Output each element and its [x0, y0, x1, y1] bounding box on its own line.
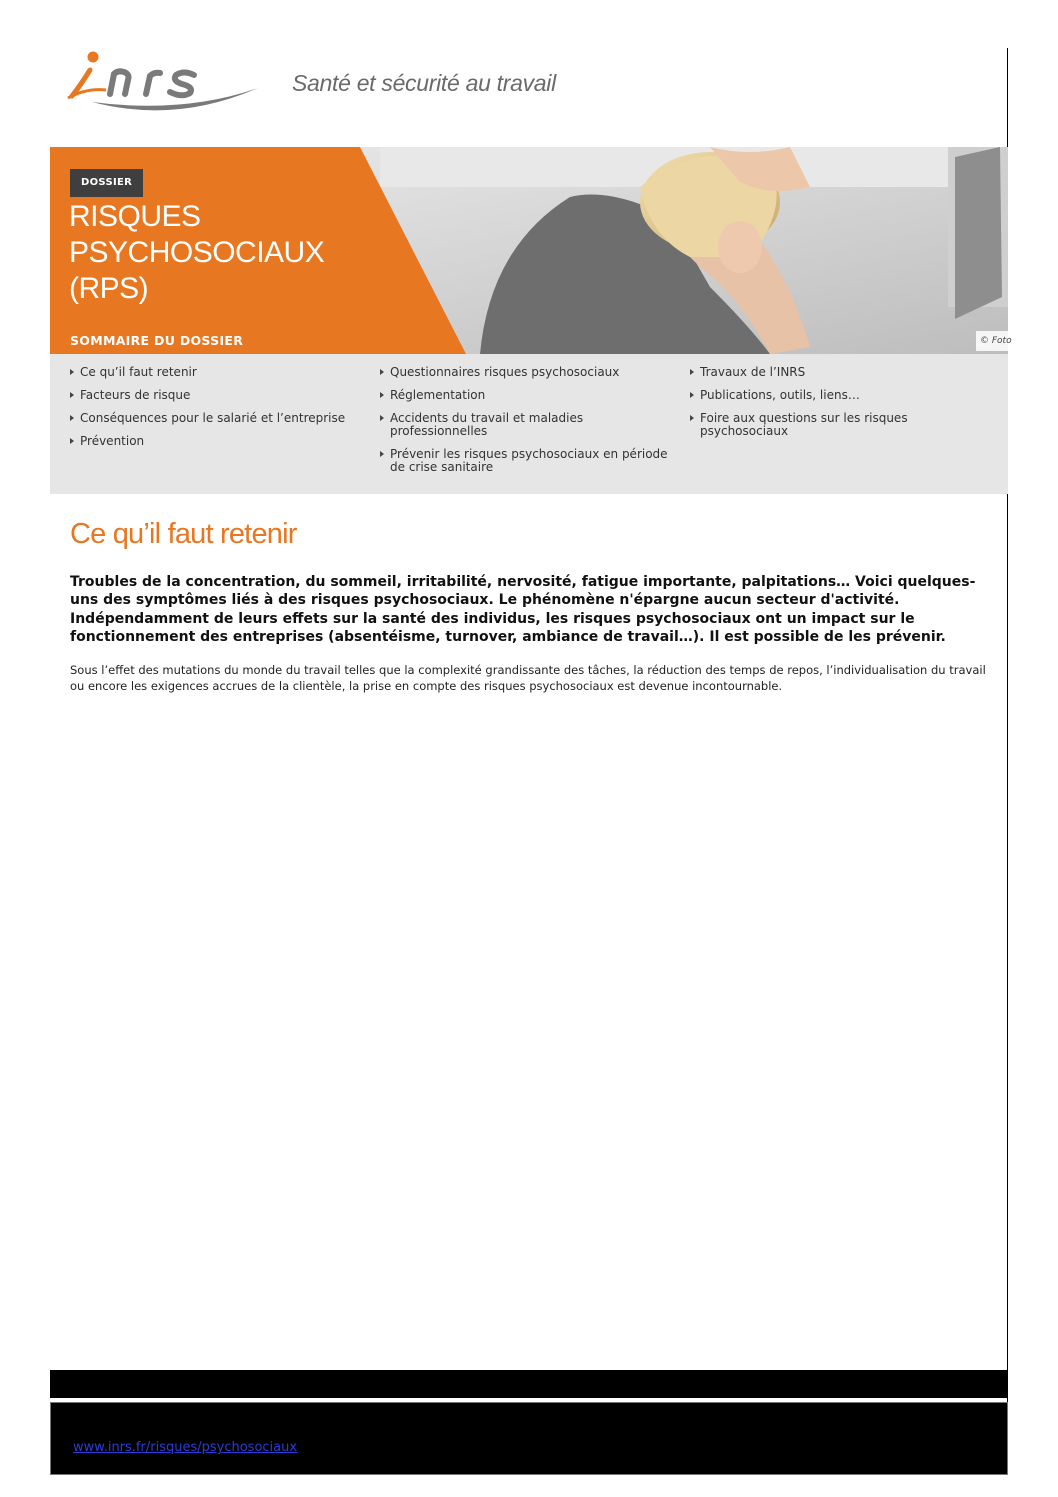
nav-item[interactable] [380, 366, 670, 379]
nav-item[interactable] [70, 412, 360, 425]
caret-right-icon [690, 415, 694, 421]
nav-item[interactable] [70, 435, 360, 448]
caret-right-icon [70, 392, 74, 398]
nav-item-label: Questionnaires risques psychosociaux [390, 365, 620, 379]
caret-right-icon [380, 451, 384, 457]
nav-item-label: Prévention [80, 434, 145, 448]
nav-item-label: Conséquences pour le salarié et l’entreprise [80, 411, 346, 425]
sommaire-nav [50, 354, 1008, 494]
caret-right-icon [70, 415, 74, 421]
nav-item-label: Prévenir les risques psychosociaux en période de crise sanitaire [390, 447, 668, 474]
dossier-badge: DOSSIER [70, 169, 143, 197]
nav-item-label: Ce qu’il faut retenir [80, 365, 197, 379]
inrs-logo[interactable] [66, 48, 262, 118]
site-tagline: Santé et sécurité au travail [292, 70, 556, 96]
photo-credit: © Foto [976, 331, 1020, 351]
caret-right-icon [70, 369, 74, 375]
nav-item-label: Accidents du travail et maladies professionnelles [390, 411, 584, 438]
nav-column-3 [690, 366, 930, 448]
caret-right-icon [380, 392, 384, 398]
dossier-title: RISQUES PSYCHOSOCIAUX (RPS) [69, 200, 325, 305]
footer-band [50, 1370, 1008, 1398]
nav-column-1 [70, 366, 360, 458]
nav-item[interactable] [380, 412, 670, 438]
caret-right-icon [380, 369, 384, 375]
footer-box [50, 1402, 1008, 1475]
caret-right-icon [70, 438, 74, 444]
nav-item[interactable] [380, 448, 670, 474]
nav-item-label: Facteurs de risque [80, 388, 191, 402]
nav-item[interactable] [380, 389, 670, 402]
nav-item[interactable] [70, 389, 360, 402]
section-heading: Ce qu’il faut retenir [70, 518, 297, 550]
nav-item[interactable] [690, 412, 930, 438]
nav-item[interactable] [690, 366, 930, 379]
caret-right-icon [690, 392, 694, 398]
nav-item[interactable] [70, 366, 360, 379]
nav-item-label: Travaux de l’INRS [700, 365, 806, 379]
nav-item[interactable] [690, 389, 930, 402]
body-paragraph: Sous l’effet des mutations du monde du travail telles que la complexité grandissante des tâches, la réduction des temps de repos, l’individualisation du travail ou encore les exigences accrues de la clientèle, la prise en compte des risques psychosociaux est devenue incontournable. [70, 663, 986, 693]
sommaire-label: SOMMAIRE DU DOSSIER [70, 333, 244, 348]
nav-item-label: Réglementation [390, 388, 486, 402]
nav-column-2 [380, 366, 670, 484]
lead-paragraph: Troubles de la concentration, du sommeil, irritabilité, nervosité, fatigue importante, palpitations… Voici quelques-uns des symptômes liés à des risques psychosociaux. Le phénomène n'épargne aucun secteur d'activité. Indépendamment de leurs effets sur la santé des individus, les risques psychosociaux ont un impact sur le fonctionnement des entreprises (absentéisme, turnover, ambiance de travail…). Il est possible de les prévenir. [70, 574, 976, 646]
caret-right-icon [380, 415, 384, 421]
dossier-banner [50, 147, 1012, 354]
footer-url-link[interactable]: www.inrs.fr/risques/psychosociaux [73, 1440, 298, 1455]
nav-item-label: Foire aux questions sur les risques psychosociaux [700, 411, 908, 438]
nav-item-label: Publications, outils, liens… [700, 388, 860, 402]
caret-right-icon [690, 369, 694, 375]
